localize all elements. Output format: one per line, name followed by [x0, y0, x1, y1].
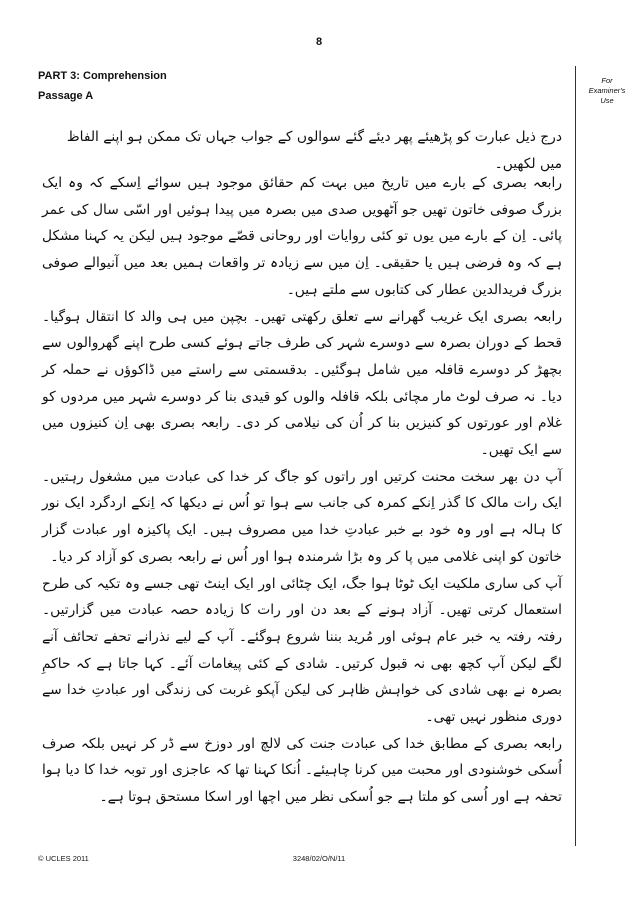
footer-copyright: © UCLES 2011 [38, 854, 89, 863]
examiner-use-label: For Examiner's Use [588, 76, 626, 105]
passage-paragraph-4: آپ کی ساری ملکیت ایک ٹوٹا ہوا جگ، ایک چٹائی اور ایک اینٹ تھی جسے وہ تکیہ کی طرح استعمال کرتی تھیں۔ آزاد ہونے کے بعد دن اور رات کا زیادہ حصہ عبادت میں گزارتیں۔ رفتہ رفتہ یہ خبر عام ہوئی اور مُرید بننا شروع ہوگئے۔ آپ کے لیے نذرانے تحفے تحائف آنے لگے لیکن آپ کچھ بھی نہ قبول کرتیں۔ شادی کے کئی پیغامات آئے۔ کہا جاتا ہے کہ حاکمِ بصرہ نے بھی شادی کی خواہش ظاہر کی لیکن آپکو غربت کی زندگی اور عبادتِ خدا سے دوری منظور نہیں تھی۔ [42, 575, 562, 726]
passage-paragraph-2: رابعہ بصری ایک غریب گھرانے سے تعلق رکھتی تھیں۔ بچپن میں ہی والد کا انتقال ہوگیا۔ قحط کے دوران بصرہ سے دوسرے شہر کی طرف جاتے ہوئے کسی طرح اپنے گھروالوں سے بچھڑ کر دوسرے قافلہ میں شامل ہوگئیں۔ بدقسمتی سے راستے میں ڈاکوؤں نے حملہ کر دیا۔ نہ صرف لوٹ مار مچائی بلکہ قافلہ والوں کو قیدی بنا کر دوسرے شہر میں مردوں کو غلام اور عورتوں کو کنیزیں بنا کر اُن کی نیلامی کر دی۔ رابعہ بصری بھی اِن کنیزوں میں سے ایک تھیں۔ [42, 308, 562, 459]
footer-paper-code: 3248/02/O/N/11 [292, 854, 346, 863]
passage-text [42, 170, 562, 811]
part-heading: PART 3: Comprehension [38, 70, 167, 82]
passage-paragraph-5: رابعہ بصری کے مطابق خدا کی عبادت جنت کی لالچ اور دوزخ سے ڈر کر نہیں بلکہ صرف اُسکی خوشنودی اور محبت میں کرنا چاہیئے۔ اُنکا کہنا تھا کہ عاجزی اور توبہ خدا کا دیا ہوا تحفہ ہے اور اُسی کو ملتا ہے جو اُسکی نظر میں اچھا اور اسکا مستحق ہوتا ہے۔ [42, 735, 562, 806]
passage-paragraph-1: رابعہ بصری کے بارے میں تاریخ میں بہت کم حقائق موجود ہیں سوائے اِسکے کہ وہ ایک بزرگ صوفی خاتون تھیں جو آٹھویں صدی میں بصرہ میں پیدا ہوئیں اور اسّی سال کی عمر پائی۔ اِن کے بارے میں یوں تو کئی روایات اور روحانی قصّے موجود ہیں لیکن یہ کہنا مشکل ہے کہ وہ فرضی ہیں یا حقیقی۔ اِن میں سے زیادہ تر واقعات ہمیں بعد میں آنیوالے صوفی بزرگ فریدالدین عطار کی کتابوں سے ملتے ہیں۔ [42, 175, 562, 298]
examiner-use-column [575, 66, 610, 846]
passage-label: Passage A [38, 90, 94, 102]
page-number: 8 [315, 36, 323, 48]
passage-paragraph-3: آپ دن بھر سخت محنت کرتیں اور راتوں کو جاگ کر خدا کی عبادت میں مشغول رہتیں۔ ایک رات مالک کا گذر اِنکے کمرہ کی جانب سے ہوا تو اُس نے دیکھا کہ اِنکے اردگرد ایک نور کا ہالہ ہے اور وہ خود بے خبر عبادتِ خدا میں مصروف ہیں۔ ایک پاکیزہ اور عبادت گزار خاتون کو اپنی غلامی میں پا کر وہ بڑا شرمندہ ہوا اور اُس نے رابعہ بصری کو آزاد کر دیا۔ [42, 468, 562, 565]
instruction-text: درج ذیل عبارت کو پڑھیئے پھر دیئے گئے سوالوں کے جواب جہاں تک ممکن ہو اپنے الفاظ میں لکھیں۔ [66, 129, 562, 172]
